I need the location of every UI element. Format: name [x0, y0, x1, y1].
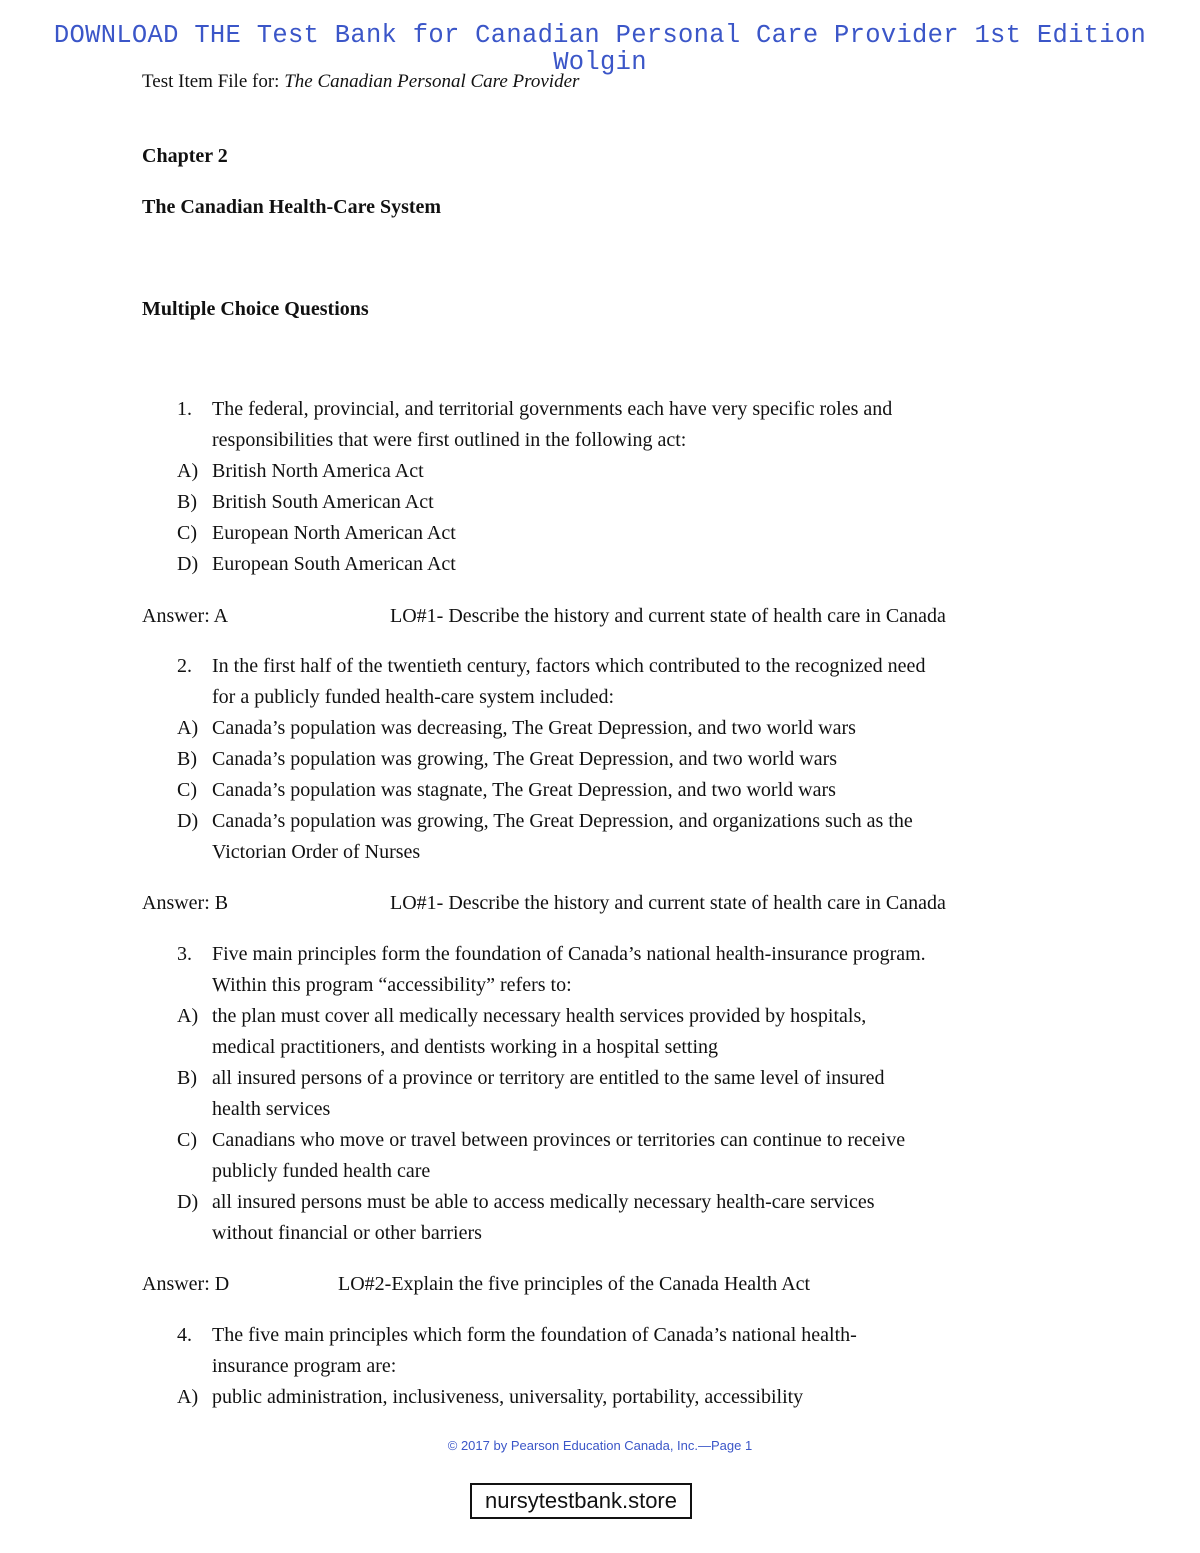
option-text: Canada’s population was growing, The Great Depression, and organizations such as the: [212, 810, 913, 832]
question-stem-line: insurance program are:: [212, 1355, 397, 1377]
option-text: British North America Act: [212, 460, 424, 482]
header-prefix: Test Item File for:: [142, 71, 285, 92]
option-letter: D): [177, 553, 199, 575]
option-letter: C): [177, 522, 197, 544]
option-letter: A): [177, 460, 199, 482]
option-text: the plan must cover all medically necessary health services provided by hospitals,: [212, 1005, 867, 1027]
learning-objective: LO#1- Describe the history and current state of health care in Canada: [390, 605, 946, 627]
chapter-title: The Canadian Health-Care System: [142, 196, 442, 218]
page-footer: © 2017 by Pearson Education Canada, Inc.—Page 1: [447, 1438, 753, 1453]
option-letter: B): [177, 491, 197, 513]
option-text: medical practitioners, and dentists working in a hospital setting: [212, 1036, 719, 1058]
option-text: Canada’s population was stagnate, The Great Depression, and two world wars: [212, 779, 836, 801]
question-stem-line: The federal, provincial, and territorial governments each have very specific roles and: [212, 398, 893, 420]
download-banner: [0, 22, 1200, 76]
question-number: 4.: [177, 1324, 192, 1346]
page-header: [142, 71, 579, 93]
chapter-number: Chapter 2: [142, 145, 228, 167]
option-letter: A): [177, 1386, 199, 1408]
header-book-title: The Canadian Personal Care Provider: [284, 71, 580, 92]
answer-key: Answer: A: [142, 605, 229, 627]
option-text: European North American Act: [212, 522, 456, 544]
question-number: 1.: [177, 398, 192, 420]
option-text: all insured persons must be able to access medically necessary health-care services: [212, 1191, 875, 1213]
question-number: 2.: [177, 655, 192, 677]
option-letter: D): [177, 1191, 199, 1213]
question-stem-line: for a publicly funded health-care system included:: [212, 686, 615, 708]
option-text: Victorian Order of Nurses: [212, 841, 421, 863]
banner-line-1: DOWNLOAD THE Test Bank for Canadian Personal Care Provider 1st Edition: [53, 21, 1147, 50]
option-text: Canada’s population was growing, The Great Depression, and two world wars: [212, 748, 838, 770]
option-text: British South American Act: [212, 491, 434, 513]
option-text: Canadians who move or travel between provinces or territories can continue to receive: [212, 1129, 906, 1151]
learning-objective: LO#1- Describe the history and current state of health care in Canada: [390, 892, 946, 914]
question-number: 3.: [177, 943, 192, 965]
banner-line-2: Wolgin: [553, 48, 647, 77]
option-text: public administration, inclusiveness, universality, portability, accessibility: [212, 1386, 804, 1408]
answer-key: Answer: D: [142, 1273, 230, 1295]
option-text: without financial or other barriers: [212, 1222, 482, 1244]
learning-objective: LO#2-Explain the five principles of the Canada Health Act: [338, 1273, 811, 1295]
option-text: health services: [212, 1098, 331, 1120]
question-stem-line: responsibilities that were first outlined in the following act:: [212, 429, 687, 451]
option-letter: C): [177, 779, 197, 801]
option-text: publicly funded health care: [212, 1160, 431, 1182]
website-stamp[interactable]: nursytestbank.store: [470, 1483, 692, 1519]
option-letter: A): [177, 717, 199, 739]
option-letter: B): [177, 1067, 197, 1089]
option-text: Canada’s population was decreasing, The Great Depression, and two world wars: [212, 717, 856, 739]
option-letter: A): [177, 1005, 199, 1027]
question-stem-line: Five main principles form the foundation of Canada’s national health-insurance program.: [212, 943, 926, 965]
option-letter: D): [177, 810, 199, 832]
option-letter: C): [177, 1129, 197, 1151]
option-text: all insured persons of a province or territory are entitled to the same level of insured: [212, 1067, 885, 1089]
question-stem-line: Within this program “accessibility” refers to:: [212, 974, 572, 996]
section-title: Multiple Choice Questions: [142, 298, 369, 320]
answer-key: Answer: B: [142, 892, 229, 914]
question-stem-line: In the first half of the twentieth century, factors which contributed to the recognized need: [212, 655, 926, 677]
option-letter: B): [177, 748, 197, 770]
option-text: European South American Act: [212, 553, 456, 575]
question-stem-line: The five main principles which form the foundation of Canada’s national health-: [212, 1324, 857, 1346]
